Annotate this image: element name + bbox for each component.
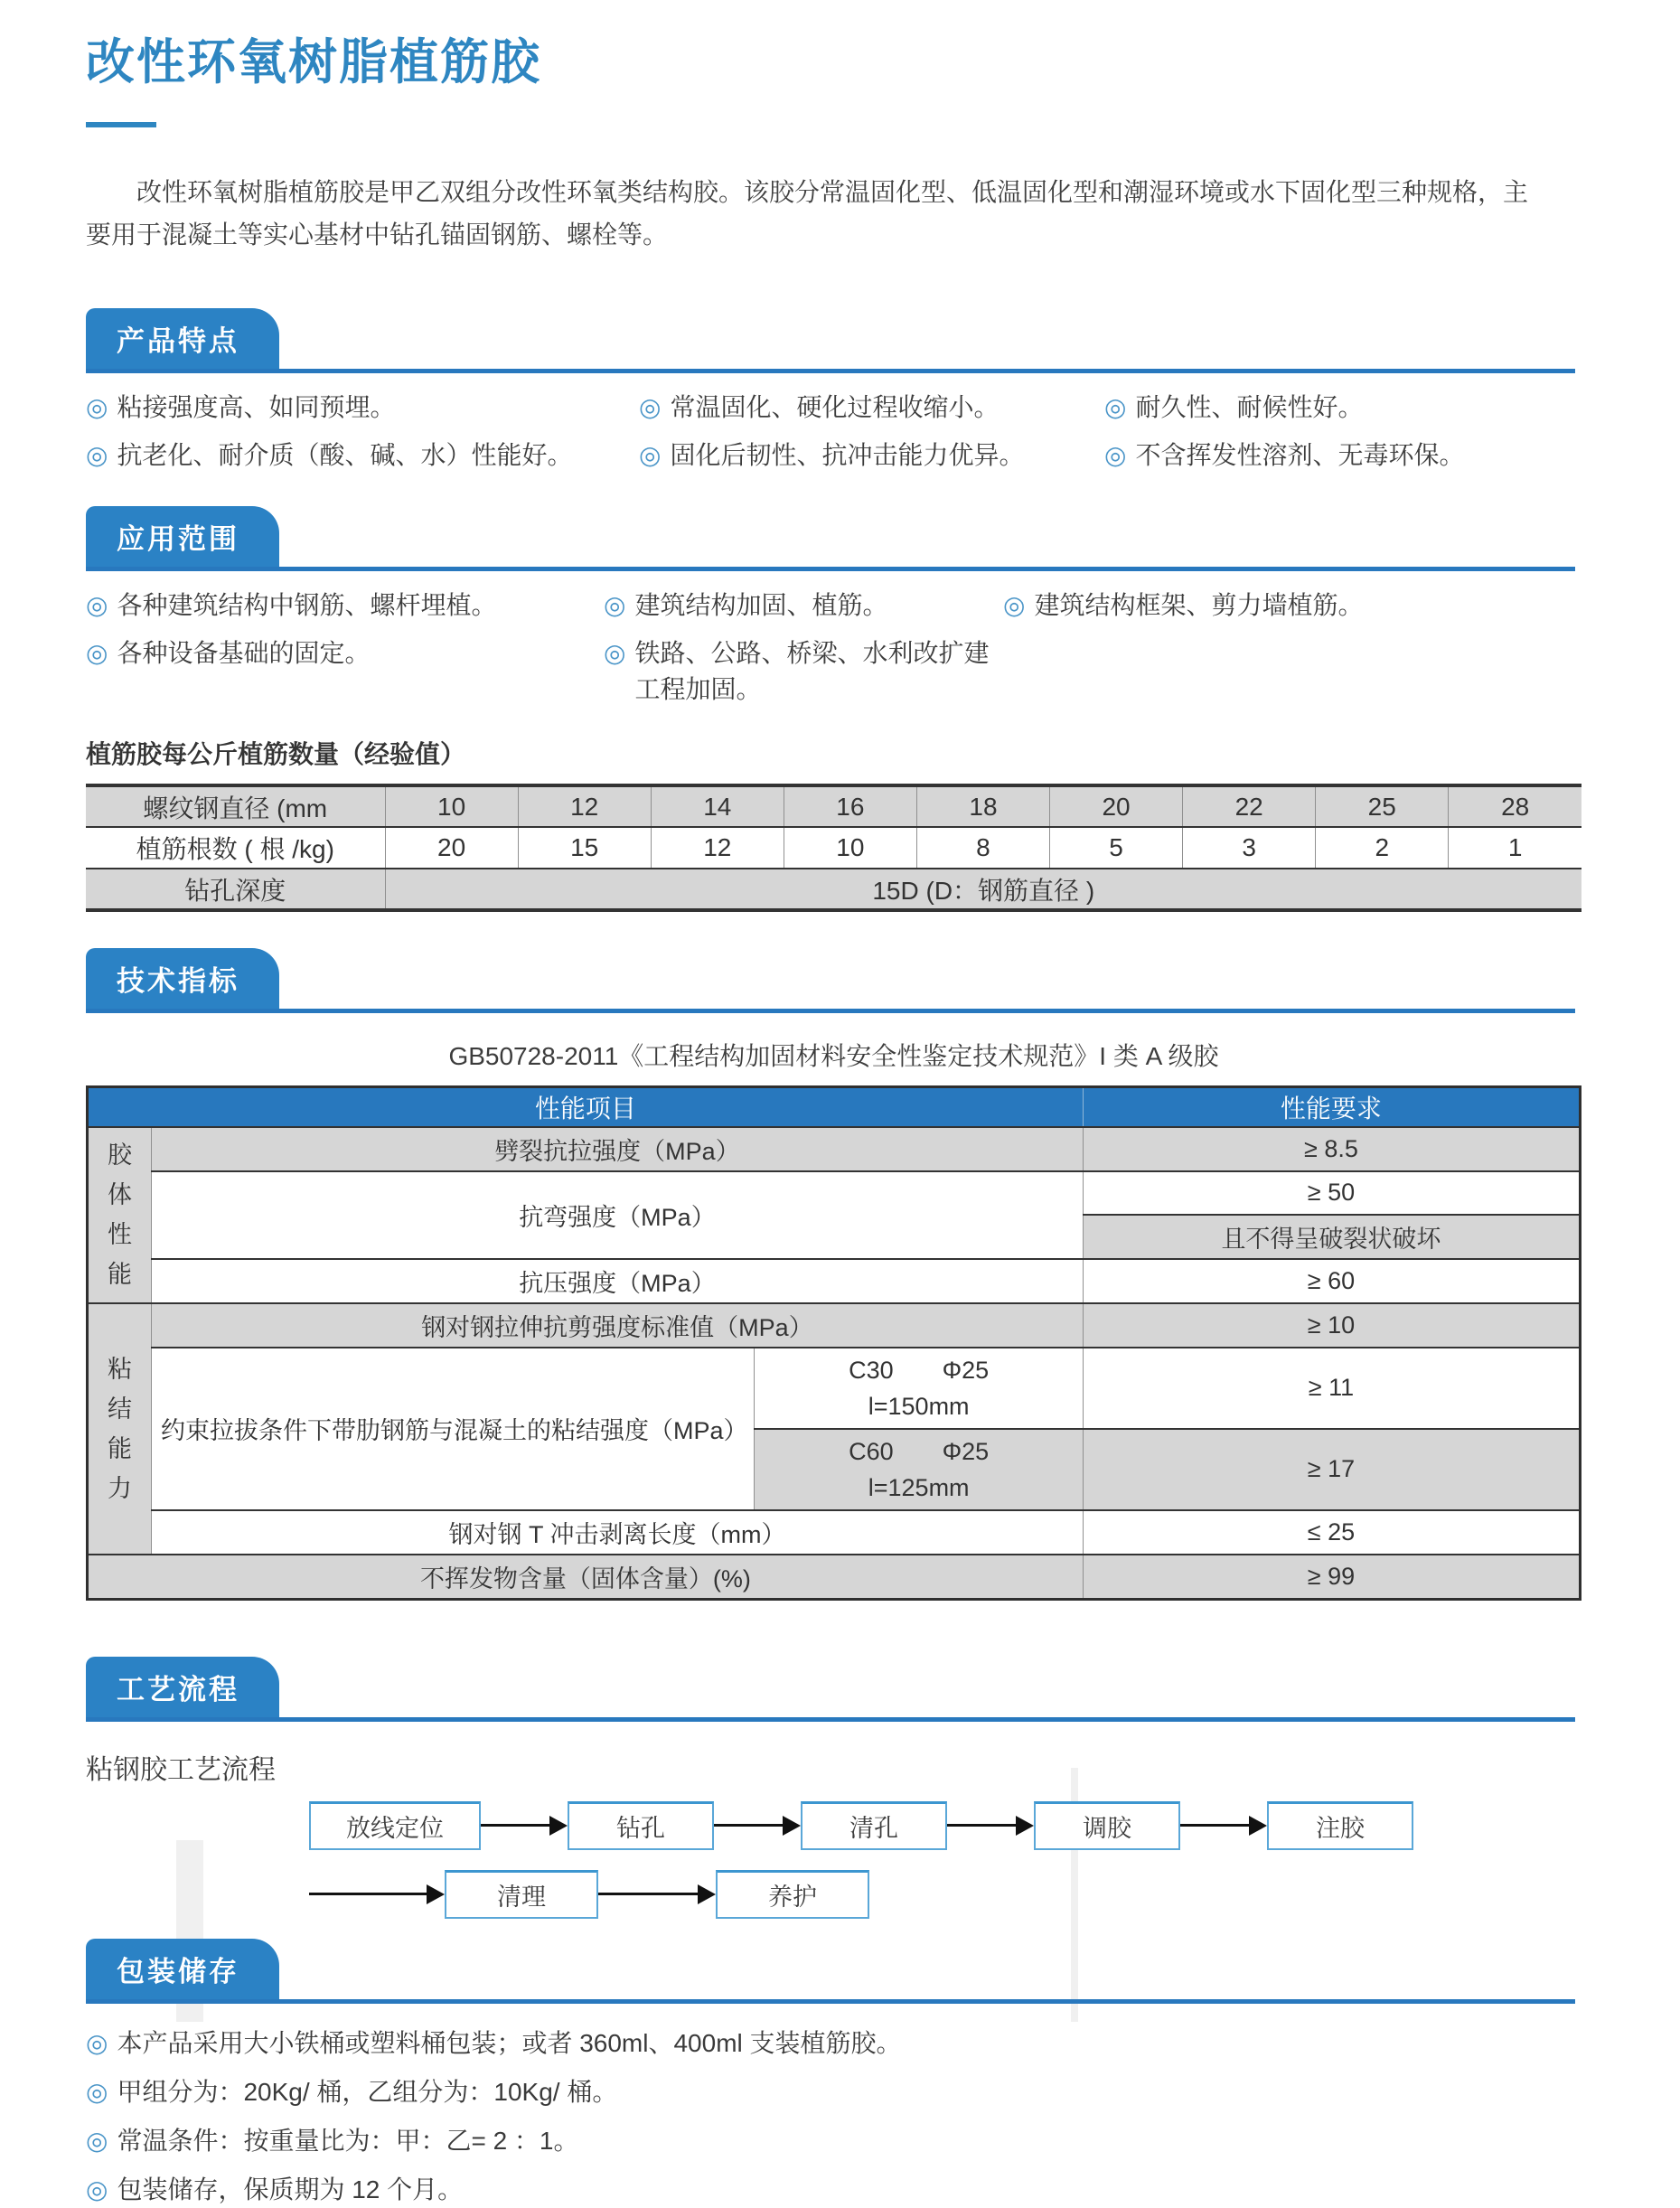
- table-row: [86, 827, 1581, 869]
- intro-paragraph: 改性环氧树脂植筋胶是甲乙双组分改性环氧类结构胶。该胶分常温固化型、低温固化型和潮湿环境或水下固化型三种规格，主要用于混凝土等实心基材中钻孔锚固钢筋、螺栓等。: [86, 178, 1529, 249]
- bullet-icon: ◎: [1003, 591, 1026, 619]
- bullet-icon: ◎: [86, 2077, 108, 2106]
- applications-list: [86, 587, 1581, 708]
- flow-arrow-icon: [947, 1816, 1034, 1836]
- features-badge: 产品特点: [86, 308, 279, 369]
- diameter-cell: 28: [1449, 785, 1581, 827]
- packaging-text: 本产品采用大小铁桶或塑料桶包装；或者 360ml、400ml 支装植筋胶。: [117, 2028, 902, 2057]
- condition-cell: [755, 1429, 1083, 1510]
- count-cell: 1: [1449, 827, 1581, 869]
- packaging-item: [86, 2074, 1581, 2110]
- count-cell: 8: [916, 827, 1049, 869]
- packaging-item: [86, 2172, 1581, 2208]
- rebar-table-title: 植筋胶每公斤植筋数量（经验值）: [86, 740, 466, 768]
- feature-text: 不含挥发性溶剂、无毒环保。: [1135, 441, 1465, 469]
- flow-step: 调胶: [1034, 1801, 1180, 1850]
- bullet-icon: ◎: [1104, 393, 1127, 421]
- bullet-icon: ◎: [86, 2028, 108, 2057]
- bullet-icon: ◎: [86, 639, 108, 667]
- row-label: 钻孔深度: [86, 869, 385, 910]
- table-row: [88, 1510, 1581, 1555]
- count-cell: 10: [784, 827, 916, 869]
- application-item: [604, 587, 1003, 624]
- process-flow-row2: [309, 1870, 1581, 1919]
- applications-badge: 应用范围: [86, 506, 279, 567]
- packaging-item: [86, 2123, 1581, 2159]
- application-text: 各种建筑结构中钢筋、螺杆埋植。: [117, 591, 497, 619]
- condition-line2: l=150mm: [868, 1392, 970, 1420]
- packaging-list: [86, 2025, 1581, 2208]
- requirement-cell: ≥ 60: [1083, 1259, 1580, 1303]
- feature-item: [1104, 437, 1581, 474]
- section-header-applications: [86, 506, 1575, 571]
- table-row: [88, 1303, 1581, 1348]
- feature-item: [1104, 390, 1581, 426]
- application-item: [604, 635, 1003, 708]
- process-flow-row1: [309, 1801, 1581, 1850]
- table-row: [88, 1555, 1581, 1600]
- specs-header-req: 性能要求: [1083, 1087, 1580, 1127]
- application-item: [86, 587, 604, 624]
- requirement-cell: ≥ 10: [1083, 1303, 1580, 1348]
- group-label: 胶体性能: [88, 1127, 152, 1303]
- specs-header-item: 性能项目: [88, 1087, 1084, 1127]
- property-cell: 约束拉拔条件下带肋钢筋与混凝土的粘结强度（MPa）: [152, 1348, 755, 1510]
- count-cell: 20: [385, 827, 518, 869]
- feature-text: 常温固化、硬化过程收缩小。: [670, 393, 1000, 421]
- diameter-cell: 22: [1183, 785, 1316, 827]
- section-header-process: [86, 1657, 1575, 1722]
- diameter-cell: 18: [916, 785, 1049, 827]
- flow-arrow-icon: [598, 1884, 716, 1904]
- feature-text: 固化后韧性、抗冲击能力优异。: [670, 441, 1025, 469]
- diameter-cell: 20: [1050, 785, 1183, 827]
- diameter-cell: 25: [1316, 785, 1449, 827]
- feature-item: [86, 437, 639, 474]
- property-cell: 钢对钢拉伸抗剪强度标准值（MPa）: [152, 1303, 1084, 1348]
- packaging-text: 甲组分为：20Kg/ 桶，乙组分为：10Kg/ 桶。: [117, 2077, 618, 2106]
- page-title: 改性环氧树脂植筋胶: [86, 35, 541, 89]
- page-content: [86, 23, 1581, 2208]
- bullet-icon: ◎: [604, 591, 626, 619]
- table-row: [86, 869, 1581, 910]
- property-cell: 不挥发物含量（固体含量）(%): [88, 1555, 1084, 1600]
- property-cell: 劈裂抗拉强度（MPa）: [152, 1127, 1084, 1171]
- feature-text: 粘接强度高、如同预埋。: [117, 393, 396, 421]
- bullet-icon: ◎: [1104, 441, 1127, 469]
- process-badge: 工艺流程: [86, 1657, 279, 1717]
- group-label: 粘结能力: [88, 1303, 152, 1555]
- flow-arrow-icon: [714, 1816, 801, 1836]
- requirement-cell: ≥ 50: [1083, 1171, 1580, 1215]
- count-cell: 15: [518, 827, 651, 869]
- process-subtitle: 粘钢胶工艺流程: [86, 1754, 276, 1785]
- diameter-cell: 14: [651, 785, 784, 827]
- count-cell: 12: [651, 827, 784, 869]
- application-text: 各种设备基础的固定。: [117, 639, 371, 667]
- table-row: [88, 1127, 1581, 1171]
- bullet-icon: ◎: [86, 441, 108, 469]
- bullet-icon: ◎: [639, 393, 662, 421]
- property-cell: 抗弯强度（MPa）: [152, 1171, 1084, 1259]
- flow-step: 清孔: [801, 1801, 947, 1850]
- application-text: 铁路、公路、桥梁、水利改扩建工程加固。: [634, 639, 990, 703]
- application-text: 建筑结构框架、剪力墙植筋。: [1034, 591, 1364, 619]
- requirement-cell: ≥ 99: [1083, 1555, 1580, 1600]
- packaging-item: [86, 2025, 1581, 2062]
- requirement-note-cell: 且不得呈破裂状破坏: [1083, 1215, 1580, 1259]
- flow-step: 钻孔: [568, 1801, 714, 1850]
- requirement-cell: ≥ 17: [1083, 1429, 1580, 1510]
- rebar-count-table: [86, 784, 1581, 912]
- condition-cell: [755, 1348, 1083, 1429]
- property-cell: 抗压强度（MPa）: [152, 1259, 1084, 1303]
- packaging-badge: 包装储存: [86, 1939, 279, 1999]
- flow-step: 养护: [716, 1870, 869, 1919]
- requirement-cell: ≤ 25: [1083, 1510, 1580, 1555]
- application-text: 建筑结构加固、植筋。: [634, 591, 888, 619]
- requirement-cell: ≥ 8.5: [1083, 1127, 1580, 1171]
- features-list: [86, 390, 1581, 474]
- bullet-icon: ◎: [604, 639, 626, 667]
- bullet-icon: ◎: [86, 2175, 108, 2203]
- bullet-icon: ◎: [86, 591, 108, 619]
- section-header-features: [86, 308, 1575, 373]
- property-cell: 钢对钢 T 冲击剥离长度（mm）: [152, 1510, 1084, 1555]
- flow-arrow-icon: [481, 1816, 568, 1836]
- depth-cell: 15D (D：钢筋直径 ): [385, 869, 1581, 910]
- count-cell: 3: [1183, 827, 1316, 869]
- row-label: 植筋根数 ( 根 /kg): [86, 827, 385, 869]
- count-cell: 2: [1316, 827, 1449, 869]
- feature-item: [639, 437, 1104, 474]
- packaging-text: 常温条件：按重量比为：甲：乙= 2 ：1。: [117, 2126, 579, 2155]
- feature-text: 耐久性、耐候性好。: [1135, 393, 1364, 421]
- bullet-icon: ◎: [86, 2126, 108, 2155]
- bullet-icon: ◎: [86, 393, 108, 421]
- flow-arrow-icon: [1180, 1816, 1267, 1836]
- specs-table: [86, 1085, 1581, 1601]
- flow-step: 清理: [445, 1870, 598, 1919]
- row-label: 螺纹钢直径 (mm: [86, 785, 385, 827]
- diameter-cell: 16: [784, 785, 916, 827]
- feature-item: [639, 390, 1104, 426]
- requirement-cell: ≥ 11: [1083, 1348, 1580, 1429]
- table-row: [88, 1348, 1581, 1429]
- diameter-cell: 12: [518, 785, 651, 827]
- condition-line1: C30 Φ25: [849, 1356, 990, 1384]
- application-item: [86, 635, 604, 708]
- title-underline-dash: [86, 122, 156, 127]
- count-cell: 5: [1050, 827, 1183, 869]
- application-item: [1003, 587, 1581, 624]
- condition-line1: C60 Φ25: [849, 1437, 990, 1465]
- table-row: [88, 1171, 1581, 1215]
- specs-badge: 技术指标: [86, 948, 279, 1009]
- packaging-text: 包装储存，保质期为 12 个月。: [117, 2175, 464, 2203]
- flow-arrow-icon: [309, 1884, 445, 1904]
- section-header-packaging: [86, 1939, 1575, 2004]
- bullet-icon: ◎: [639, 441, 662, 469]
- specs-header-row: [88, 1087, 1581, 1127]
- flow-step: 放线定位: [309, 1801, 481, 1850]
- diameter-cell: 10: [385, 785, 518, 827]
- section-header-specs: [86, 948, 1575, 1013]
- feature-item: [86, 390, 639, 426]
- table-row: [88, 1259, 1581, 1303]
- condition-line2: l=125mm: [868, 1473, 970, 1501]
- feature-text: 抗老化、耐介质（酸、碱、水）性能好。: [117, 441, 573, 469]
- table-row: [86, 785, 1581, 827]
- flow-step: 注胶: [1267, 1801, 1413, 1850]
- standard-note: GB50728-2011《工程结构加固材料安全性鉴定技术规范》I 类 A 级胶: [448, 1042, 1219, 1070]
